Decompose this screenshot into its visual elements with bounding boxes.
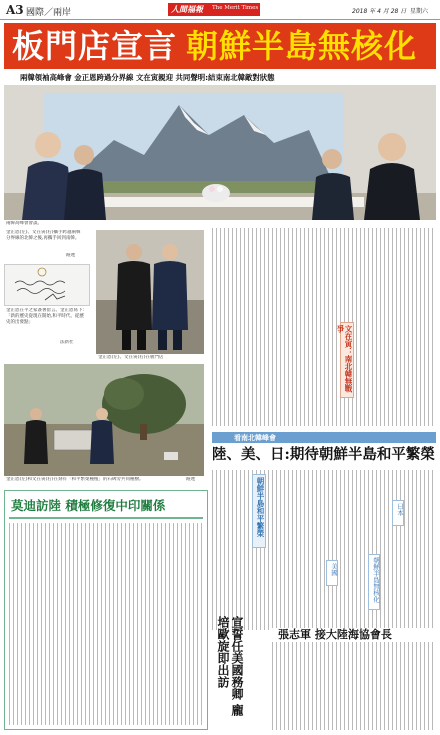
left-photo-caption: 金正恩(左)、文在寅(右)攜手跨越兩韓分界線的北韓之後,再攜手回到南韓。 — [6, 230, 81, 241]
tree-photo — [4, 364, 204, 476]
pompeo-headline — [212, 612, 272, 730]
vertical-tag-2 — [252, 474, 266, 548]
left-caption-column — [4, 230, 92, 260]
headline-right: 朝鮮半島無核化 — [186, 27, 418, 65]
headline-banner — [4, 23, 436, 69]
pompeo-body — [272, 640, 436, 730]
modi-headline-text: 莫迪訪陸 積極修復中印關係 — [11, 498, 166, 513]
tree-caption: 金正恩(左)和文在寅(右)在刻有「和平繁榮種植」的石碑旁共同種樹。 — [6, 477, 144, 482]
reactions-headline: 陸、美、日:期待朝鮮半島和平繁榮 — [212, 446, 435, 463]
main-story-body — [212, 228, 436, 426]
small-tag-c — [368, 554, 380, 610]
signature-caption-box — [4, 308, 92, 354]
summit-photo — [4, 85, 436, 220]
small-tag-b — [326, 560, 338, 586]
summit-caption-box — [4, 221, 204, 229]
paper-logo — [168, 3, 260, 16]
summit-caption: 兩韓高峰會會談。 — [6, 221, 42, 226]
modi-headline — [11, 497, 205, 515]
modi-story — [4, 490, 208, 730]
issue-date: 2018 年 4 月 28 日 — [352, 8, 407, 15]
handshake-caption: 金正恩(左)、文在寅(右)在板門店 — [98, 355, 164, 360]
reactions-body — [212, 470, 436, 630]
left-photo-credit: 路透 — [66, 253, 75, 258]
small-tag-a-text: 日本 — [396, 503, 404, 516]
tree-credit: 路透 — [186, 477, 195, 482]
signature-art — [5, 265, 90, 306]
modi-rule — [9, 517, 203, 519]
zhang-headline: 張志軍 接大陸海協會長 — [278, 628, 392, 641]
vertical-tag-1-text: 文在寅：南北韓無戰爭 — [336, 325, 353, 393]
modi-body — [9, 523, 203, 725]
page-number: A3 — [6, 3, 24, 17]
handshake-caption-box — [96, 355, 204, 363]
vertical-tag-2-text: 朝鮮半島和平繁榮 — [256, 477, 265, 537]
section-tag — [212, 432, 436, 443]
pompeo-headline-text: 宣誓任美國務卿 龐培歐旋即出訪 — [216, 616, 244, 717]
tree-art — [4, 364, 204, 476]
section-name: 國際／兩岸 — [26, 8, 72, 18]
signature-photo — [4, 264, 90, 306]
headline-left: 板門店宣言 — [12, 27, 178, 65]
handshake-photo — [96, 230, 204, 354]
small-tag-b-text: 美國 — [330, 563, 338, 576]
section-tag-text: 看南北韓峰會 — [234, 434, 276, 442]
paper-name: 人間福報 — [171, 4, 203, 14]
small-tag-a — [392, 500, 404, 526]
signature-credit: 法新社 — [60, 340, 74, 345]
vertical-tag-1 — [336, 322, 354, 398]
small-tag-c-text: 朝鮮半島無核化 — [372, 557, 380, 603]
zhang-headline-box — [272, 628, 436, 642]
signature-caption: 金正恩在平之家簽署留言。金正恩寫下:「新的歷史從現在開始,和平時代、從歷史的出發點」 — [6, 308, 85, 325]
issue-weekday: 星期六 — [410, 8, 429, 15]
tree-caption-box — [4, 477, 204, 485]
handshake-art — [96, 230, 204, 354]
paper-name-en: The Merit Times — [212, 5, 259, 11]
subheadline: 兩韓領袖高峰會 金正恩跨過分界線 文在寅親迎 共同聲明:結束南北韓敵對狀態 — [20, 73, 275, 82]
masthead — [0, 0, 440, 20]
summit-photo-art — [4, 85, 436, 220]
